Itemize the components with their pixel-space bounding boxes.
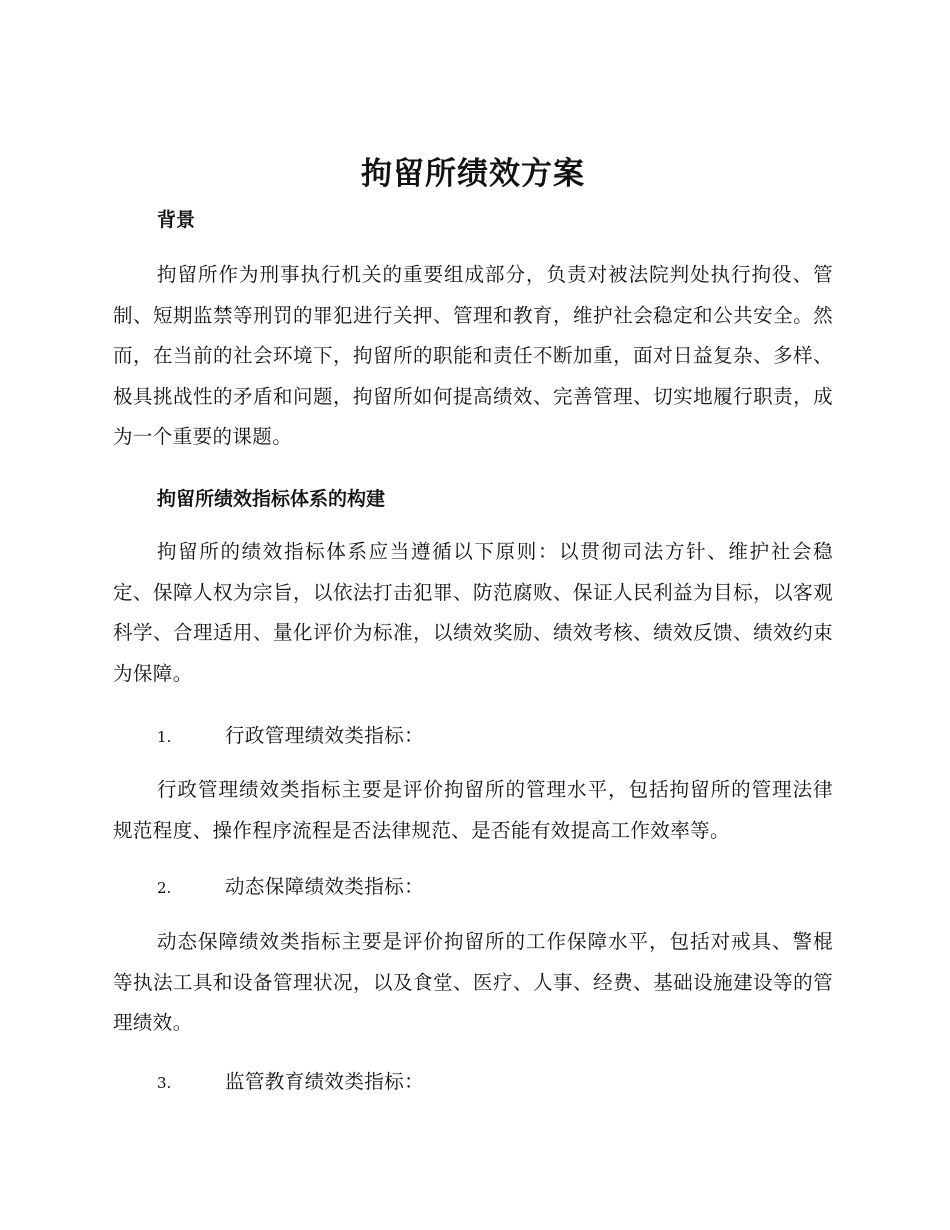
list-number: 1.	[157, 728, 172, 746]
paragraph-background: 拘留所作为刑事执行机关的重要组成部分，负责对被法院判处执行拘役、管制、短期监禁等刑罚的罪犯进行关押、管理和教育，维护社会稳定和公共安全。然而，在当前的社会环境下，拘留所的职能和责任不断加重，面对日益复杂、多样、极具挑战性的矛盾和问题，拘留所如何提高绩效、完善管理、切实地履行职责，成为一个重要的课题。	[113, 263, 833, 448]
section-heading-background: 背景	[157, 209, 196, 231]
paragraph-dynamic-support: 动态保障绩效类指标主要是评价拘留所的工作保障水平，包括对戒具、警棍等执法工具和设备管理状况，以及食堂、医疗、人事、经费、基础设施建设等的管理绩效。	[113, 930, 833, 1034]
list-item-title: 动态保障绩效类指标：	[225, 875, 425, 898]
paragraph-administrative: 行政管理绩效类指标主要是评价拘留所的管理水平，包括拘留所的管理法律规范程度、操作程序流程是否法律规范、是否能有效提高工作效率等。	[113, 778, 833, 842]
list-number: 3.	[157, 1074, 172, 1092]
document-title: 拘留所绩效方案	[361, 156, 585, 192]
list-item-2	[157, 873, 424, 902]
list-item-title: 行政管理绩效类指标：	[225, 724, 425, 747]
list-number: 2.	[157, 879, 172, 897]
list-item-3	[157, 1068, 424, 1097]
list-item-1	[157, 722, 424, 751]
section-heading-indicator-system: 拘留所绩效指标体系的构建	[157, 488, 386, 510]
list-item-title: 监管教育绩效类指标：	[225, 1070, 425, 1093]
paragraph-indicator-system: 拘留所的绩效指标体系应当遵循以下原则：以贯彻司法方针、维护社会稳定、保障人权为宗旨，以依法打击犯罪、防范腐败、保证人民利益为目标，以客观科学、合理适用、量化评价为标准，以绩效奖励、绩效考核、绩效反馈、绩效约束为保障。	[113, 540, 833, 685]
